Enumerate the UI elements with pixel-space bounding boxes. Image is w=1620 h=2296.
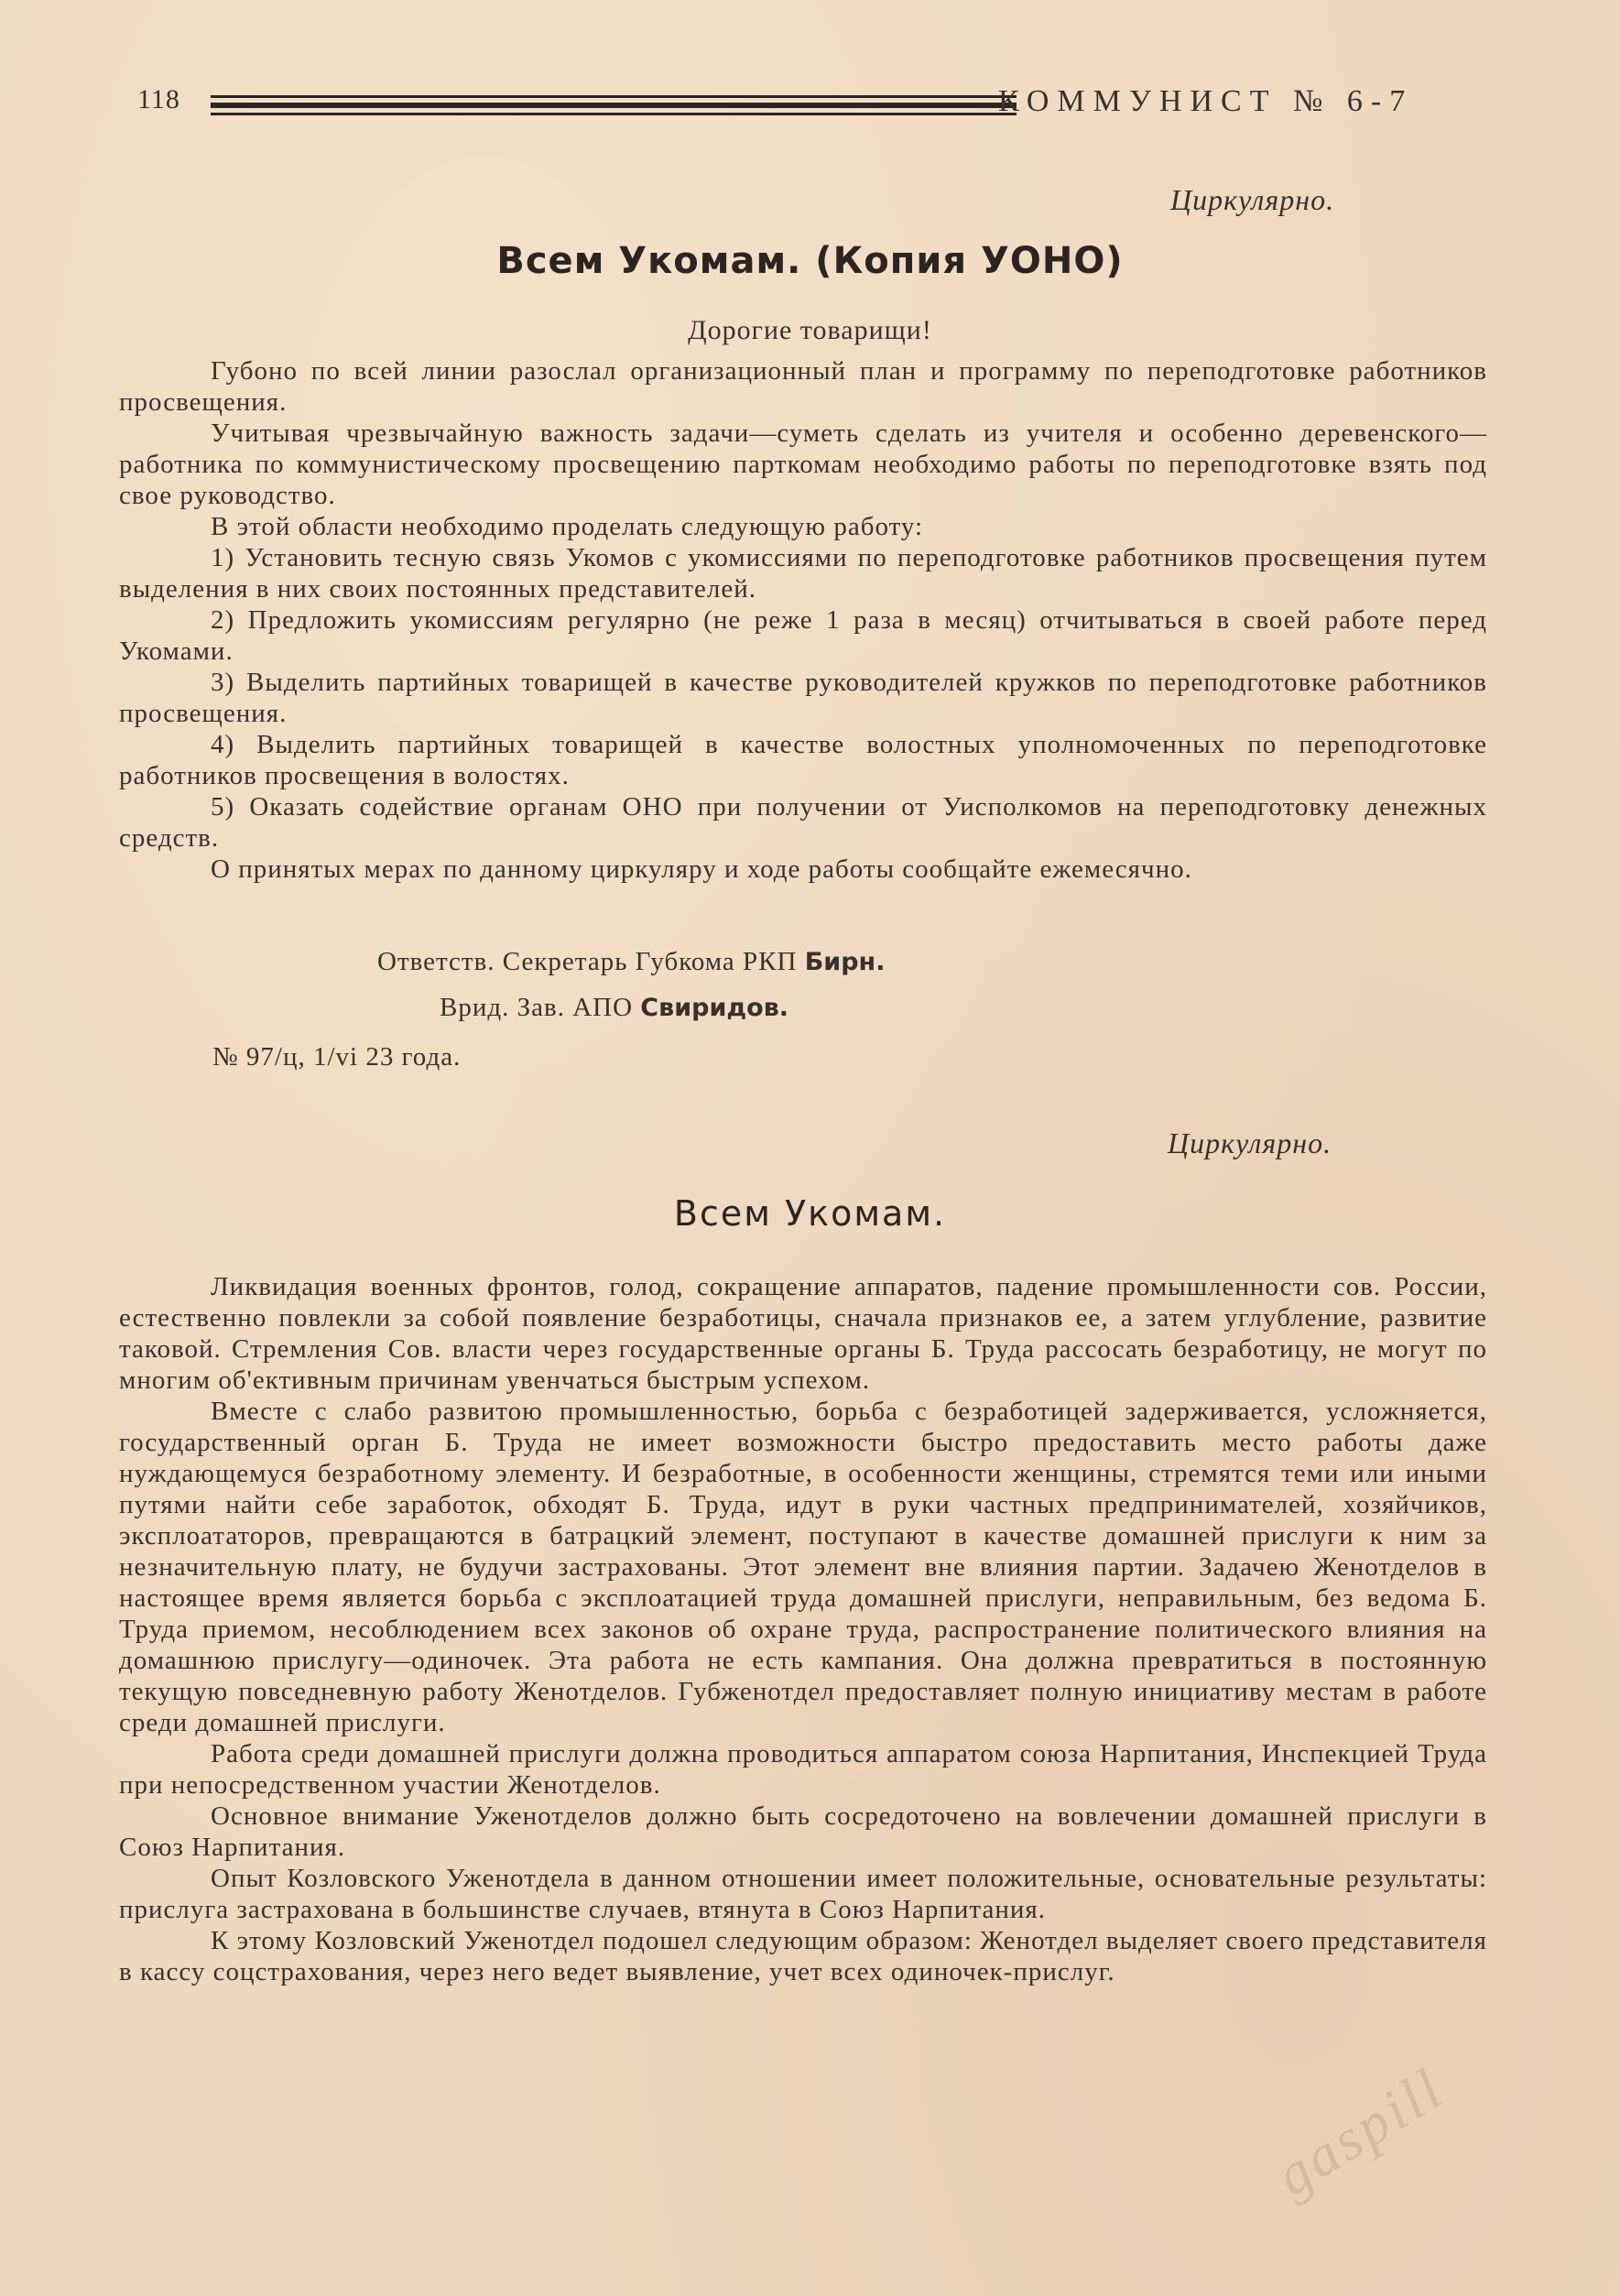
paragraph: Губоно по всей линии разослал организационный план и программу по переподготовке работников просвещения. <box>119 356 1487 417</box>
paragraph: В этой области необходимо проделать следующую работу: <box>211 512 924 541</box>
paragraph: Опыт Козловского Уженотдела в данном отношении имеет положительные, основательные результаты: прислуга застрахована в большинстве случаев, втянута в Союз Нарпитания. <box>119 1864 1487 1924</box>
signature-name: Свиридов. <box>640 994 789 1022</box>
header-rule <box>211 113 1017 115</box>
list-item: 5) Оказать содействие органам ОНО при получении от Уисполкомов на переподготовку денежных средств. <box>119 792 1487 853</box>
header-rule <box>211 103 1017 108</box>
greeting: Дорогие товарищи! <box>688 315 932 345</box>
circular-title: Всем Укомам. <box>673 1193 947 1234</box>
circular-title: Всем Укомам. (Копия УОНО) <box>496 240 1124 282</box>
signature-name: Бирн. <box>804 948 886 976</box>
journal-title: КОММУНИСТ № 6-7 <box>998 84 1414 118</box>
signature-apo <box>440 993 788 1023</box>
list-item: 2) Предложить укомиссиям регулярно (не реже 1 раза в месяц) отчитываться в своей работе перед Укомами. <box>119 605 1487 666</box>
list-item: 4) Выделить партийных товарищей в качестве волостных уполномоченных по переподготовке работников просвещения в волостях. <box>119 730 1487 790</box>
document-number: № 97/ц, 1/vi 23 года. <box>212 1042 462 1072</box>
circular-mark: Циркулярно. <box>1170 183 1335 216</box>
circular-mark: Циркулярно. <box>1168 1126 1332 1159</box>
header-rule <box>211 95 1017 98</box>
watermark: gaspill <box>1264 2054 1456 2209</box>
signature-role: Врид. Зав. АПО <box>440 993 634 1022</box>
signature-role: Ответств. Секретарь Губкома РКП <box>377 947 798 976</box>
list-item: 3) Выделить партийных товарищей в качестве руководителей кружков по переподготовке работников просвещения. <box>119 668 1487 728</box>
paragraph: Основное внимание Уженотделов должно быть сосредоточено на вовлечении домашней прислуги в Союз Нарпитания. <box>119 1801 1487 1862</box>
page-number: 118 <box>137 84 180 114</box>
circular-body <box>119 355 1487 885</box>
paragraph: Учитывая чрезвычайную важность задачи—суметь сделать из учителя и особенно деревенского—работника по коммунистическому просвещению парткомам необходимо работы по переподготовке взять под свое руководство. <box>119 419 1487 510</box>
page-header <box>137 84 1493 130</box>
paragraph: Вместе с слабо развитою промышленностью, борьба с безработицей задерживается, усложняется, государственный орган Б. Труда не имеет возможности быстро предоставить место работы даже нуждающемуся безработному элементу. И безработные, в особенности женщины, стремятся теми или иными путями найти себе заработок, обходят Б. Труда, идут в руки частных предпринимателей, хозяйчиков, эксплоататоров, превращаются в батрацкий элемент, поступают в качестве домашней прислуги к ним за незначительную плату, не будучи застрахованы. Этот элемент вне влияния партии. Задачею Женотделов в настоящее время является борьба с эксплоатацией труда домашней прислуги, неправильным, без ведома Б. Труда приемом, несоблюдением всех законов об охране труда, распространение политического влияния на домашнюю прислугу—одиночек. Эта работа не есть кампания. Она должна превратиться в постоянную текущую повседневную работу Женотделов. Губженотдел предоставляет полную инициативу местам в работе среди домашней прислуги. <box>119 1397 1487 1737</box>
paragraph: Работа среди домашней прислуги должна проводиться аппаратом союза Нарпитания, Инспекцией Труда при непосредственном участии Женотделов. <box>119 1739 1487 1800</box>
list-item: 1) Установить тесную связь Укомов с укомиссиями по переподготовке работников просвещения путем выделения в них своих постоянных представителей. <box>119 543 1487 604</box>
paragraph: К этому Козловский Уженотдел подошел следующим образом: Женотдел выделяет своего представителя в кассу соцстрахования, через него ведет выявление, учет всех одиночек-прислуг. <box>119 1926 1487 1986</box>
signature-secretary <box>377 947 885 977</box>
circular-body <box>119 1271 1487 1987</box>
paragraph: Ликвидация военных фронтов, голод, сокращение аппаратов, падение промышленности сов. России, естественно повлекли за собой появление безработицы, сначала признаков ее, а затем углубление, развитие таковой. Стремления Сов. власти через государственные органы Б. Труда рассосать безработицу, не могут по многим об'ективным причинам увенчаться быстрым успехом. <box>119 1272 1487 1395</box>
paragraph: О принятых мерах по данному циркуляру и ходе работы сообщайте ежемесячно. <box>211 854 1192 884</box>
